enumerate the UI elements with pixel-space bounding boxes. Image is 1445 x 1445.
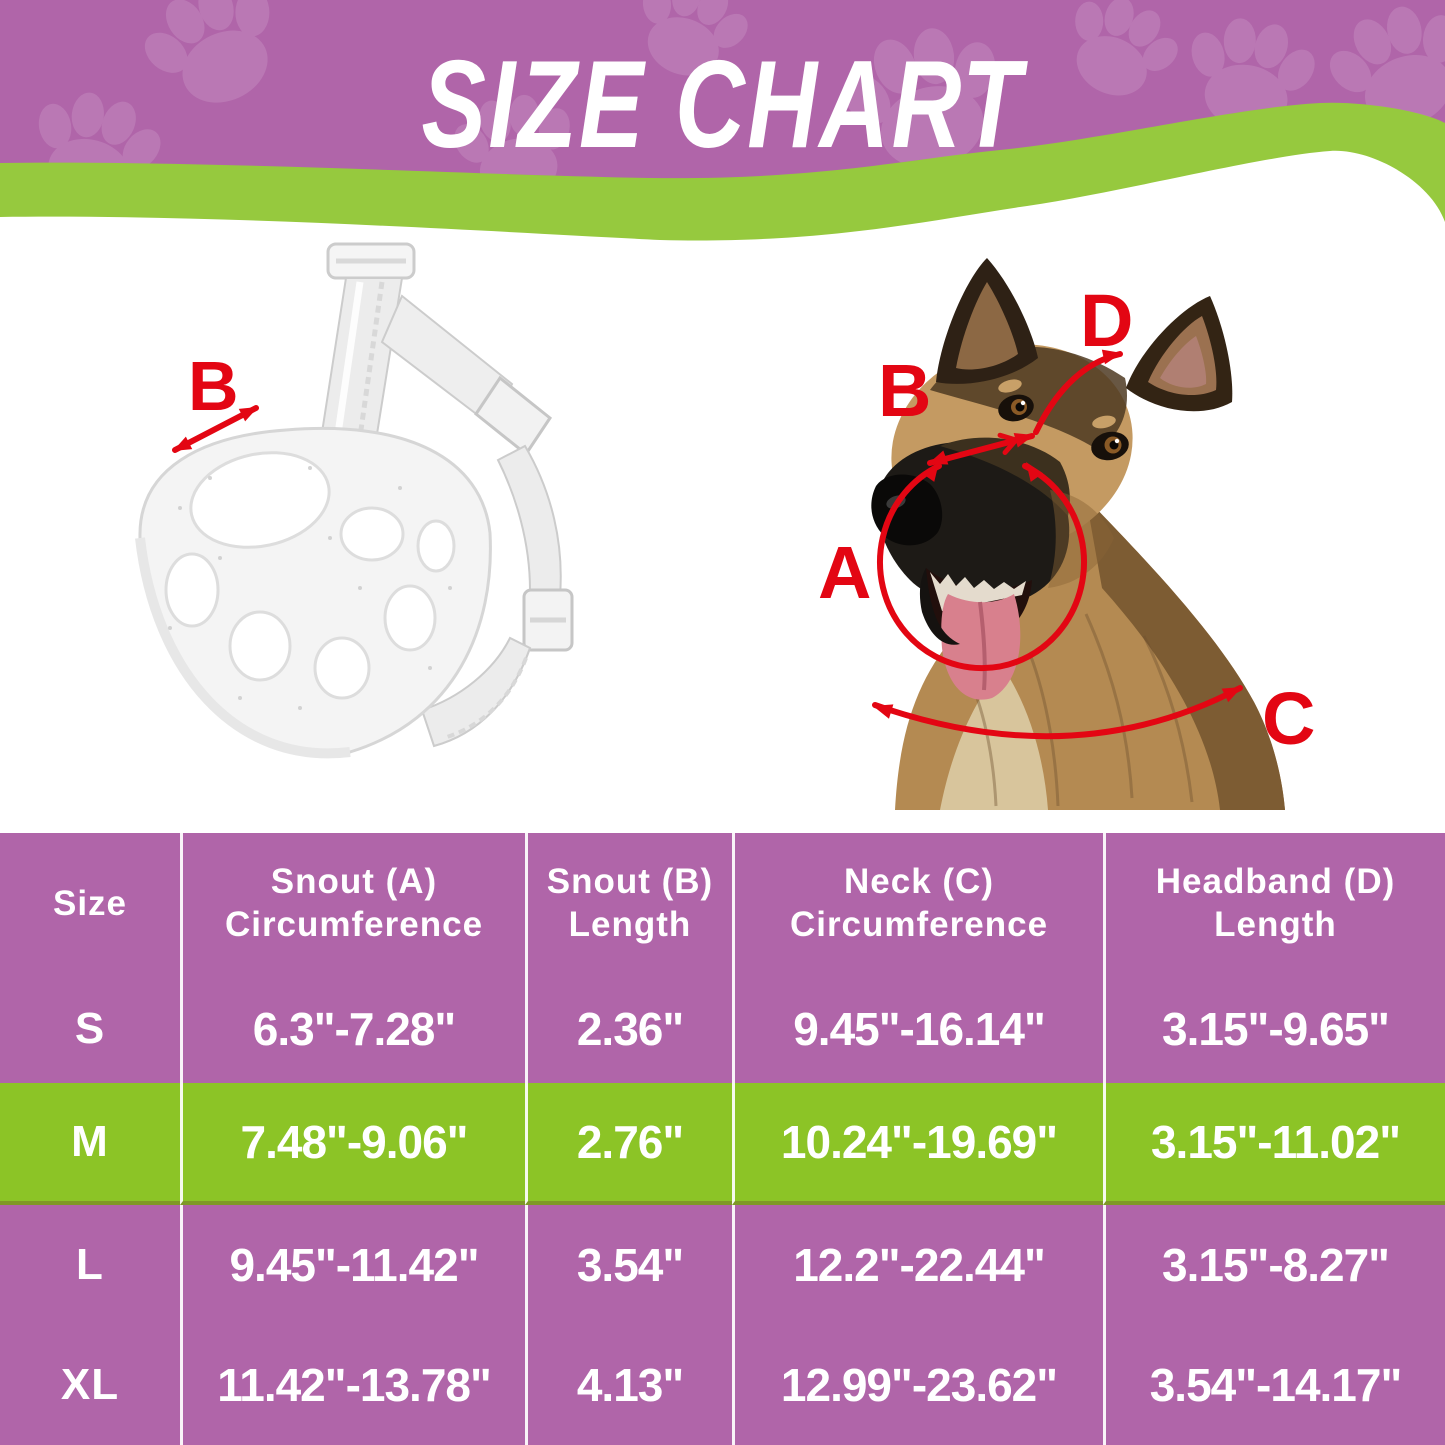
row-l-neck-circumference: 12.2"-22.44" (732, 1205, 1103, 1325)
measure-label-b: B (188, 347, 239, 425)
table-header-neck-c: Neck (C) Circumference (732, 833, 1103, 975)
measure-label-c: C (1262, 677, 1316, 760)
row-xl-neck-circumference: 12.99"-23.62" (732, 1325, 1103, 1445)
row-xl-headband-length: 3.54"-14.17" (1103, 1325, 1445, 1445)
table-header-snout-b: Snout (B) Length (525, 833, 732, 975)
table-header-snout-a: Snout (A) Circumference (180, 833, 525, 975)
row-l-size: L (76, 1240, 104, 1290)
row-l-headband-length: 3.15"-8.27" (1103, 1205, 1445, 1325)
measure-label-a: A (818, 531, 872, 614)
row-m-neck-circumference: 10.24"-19.69" (732, 1083, 1103, 1205)
table-header-size: Size (52, 883, 128, 923)
measure-label-d: D (1080, 279, 1134, 362)
size-table (0, 833, 1445, 1445)
row-xl-snout-circumference: 11.42"-13.78" (180, 1325, 525, 1445)
row-m-snout-circumference: 7.48"-9.06" (180, 1083, 525, 1205)
row-m-snout-length: 2.76" (525, 1083, 732, 1205)
row-l-snout-circumference: 9.45"-11.42" (180, 1205, 525, 1325)
row-m-headband-length: 3.15"-11.02" (1103, 1083, 1445, 1205)
muzzle-illustration (110, 238, 670, 838)
row-l-snout-length: 3.54" (525, 1205, 732, 1325)
measure-label-b: B (878, 349, 932, 432)
row-xl-snout-length: 4.13" (525, 1325, 732, 1445)
dog-head (867, 258, 1285, 810)
arrowhead-icon (871, 699, 894, 719)
page-title: SIZE CHART (421, 36, 1024, 174)
row-s-neck-circumference: 9.45"-16.14" (732, 975, 1103, 1083)
row-s-size: S (74, 1004, 106, 1054)
row-s-snout-circumference: 6.3"-7.28" (180, 975, 525, 1083)
row-m-size: M (0, 1083, 180, 1205)
row-xl-size: XL (60, 1360, 120, 1410)
row-s-headband-length: 3.15"-9.65" (1103, 975, 1445, 1083)
dog-illustration (780, 250, 1445, 833)
table-header-headband-d: Headband (D) Length (1103, 833, 1445, 975)
row-s-snout-length: 2.36" (525, 975, 732, 1083)
